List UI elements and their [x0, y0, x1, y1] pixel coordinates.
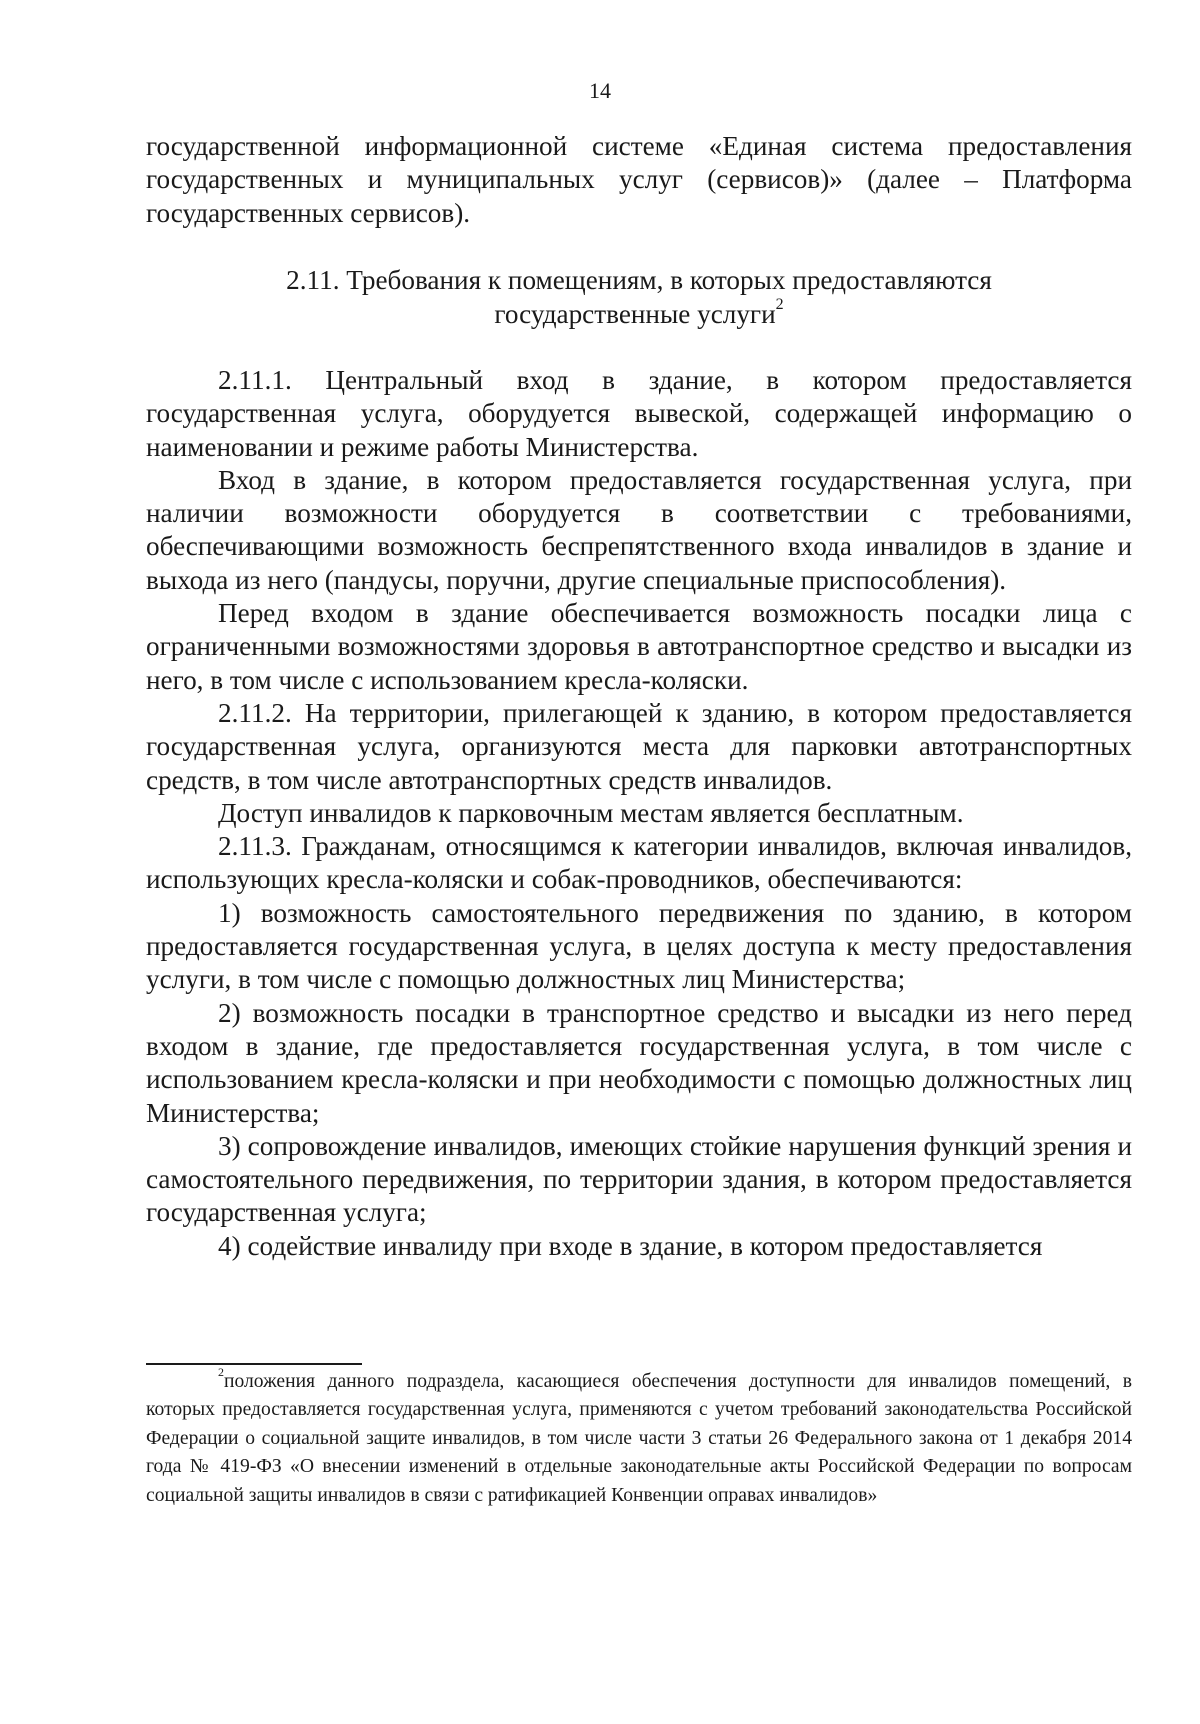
page-number: 14 — [589, 78, 611, 103]
paragraph-entrance-equipment: Вход в здание, в котором предоставляется государственная услуга, при наличии возможности оборудуется в соответствии с требованиями, обеспечивающими возможность беспрепятственного входа инвалидов в здание и выхода из него (пандусы, поручни, другие специальные приспособления). — [146, 464, 1132, 595]
section-body — [146, 364, 1132, 1263]
footnote-reference: 2 — [775, 295, 784, 313]
list-item-3: 3) сопровождение инвалидов, имеющих стойкие нарушения функций зрения и самостоятельного передвижения, по территории здания, в котором предоставляется государственная услуга; — [146, 1130, 1132, 1228]
section-heading-line-2 — [146, 297, 1132, 331]
footnote — [146, 1365, 1132, 1510]
list-item-1: 1) возможность самостоятельного передвижения по зданию, в котором предоставляется государственная услуга, в целях доступа к месту предоставления услуги, в том числе с помощью должностных лиц Министерства; — [146, 897, 1132, 995]
section-heading-text: государственные услуги — [494, 299, 776, 329]
paragraph-2-11-2: 2.11.2. На территории, прилегающей к зданию, в котором предоставляется государственная услуга, организуются места для парковки автотранспортных средств, в том числе автотранспортных средств инвалидов. — [146, 697, 1132, 795]
paragraph-boarding: Перед входом в здание обеспечивается возможность посадки лица с ограниченными возможностями здоровья в автотранспортное средство и высадки из него, в том числе с использованием кресла-коляски. — [146, 598, 1132, 695]
list-item-4: 4) содействие инвалиду при входе в здание, в котором предоставляется — [218, 1230, 1043, 1261]
footnote-text: положения данного подраздела, касающиеся обеспечения доступности для инвалидов помещений, в которых предоставляется государственная услуга, применяются с учетом требований законодательства Российской Федерации о социальной защите инвалидов, в том числе части 3 статьи 26 Федерального закона от 1 декабря 2014 года № 419-ФЗ «О внесении изменений в отдельные законодательные акты Российской Федерации по вопросам социальной защиты инвалидов в связи с ратификацией Конвенции оправах инвалидов» — [146, 1371, 1132, 1506]
footnote-mark: 2 — [218, 1365, 224, 1380]
list-item-2: 2) возможность посадки в транспортное средство и высадки из него перед входом в здание, где предоставляется государственная услуга, в том числе с использованием кресла-коляски и при необходимости с помощью должностных лиц Министерства; — [146, 997, 1132, 1128]
paragraph-parking-access: Доступ инвалидов к парковочным местам является бесплатным. — [218, 797, 964, 828]
footnote-divider — [146, 1363, 362, 1365]
section-heading — [146, 263, 1132, 331]
paragraph-2-11-1: 2.11.1. Центральный вход в здание, в котором предоставляется государственная услуга, оборудуется вывеской, содержащей информацию о наименовании и режиме работы Министерства. — [146, 365, 1132, 462]
paragraph-2-11-3: 2.11.3. Гражданам, относящимся к категории инвалидов, включая инвалидов, использующих кресла-коляски и собак-проводников, обеспечиваются: — [146, 831, 1132, 895]
intro-block — [146, 130, 1132, 230]
section-heading-line-1: 2.11. Требования к помещениям, в которых предоставляются — [286, 265, 992, 295]
intro-paragraph: государственной информационной системе «Единая система предоставления государственных и муниципальных услуг (сервисов)» (далее – Платформа государственных сервисов). — [146, 131, 1132, 228]
